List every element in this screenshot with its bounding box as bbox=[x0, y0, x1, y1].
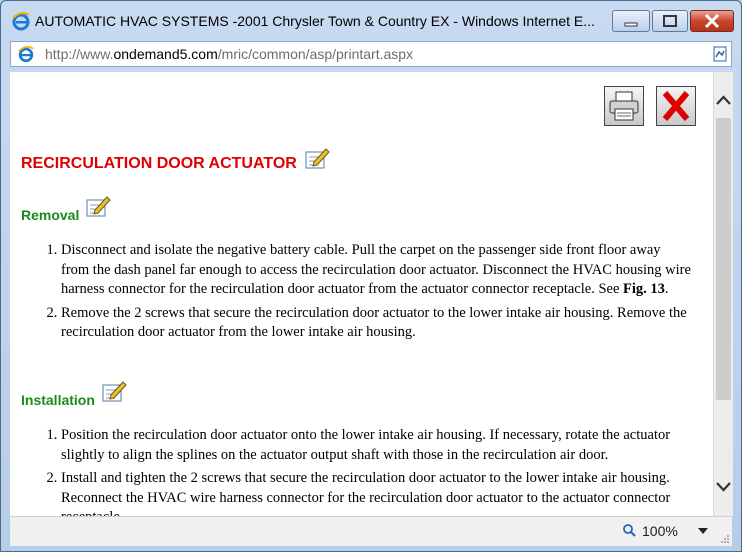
notepad-pencil-icon[interactable] bbox=[85, 194, 111, 218]
removal-steps bbox=[21, 241, 691, 347]
address-url[interactable] bbox=[45, 46, 413, 62]
url-prefix: http://www. bbox=[45, 46, 114, 62]
page-content bbox=[10, 72, 713, 516]
compatibility-view-icon[interactable] bbox=[713, 46, 727, 62]
step-text-tail: . bbox=[664, 281, 669, 297]
notepad-pencil-icon[interactable] bbox=[101, 379, 127, 403]
zoom-level[interactable]: 100% bbox=[642, 523, 678, 539]
address-bar[interactable] bbox=[10, 41, 732, 67]
url-host: ondemand5.com bbox=[113, 46, 218, 62]
printer-icon bbox=[605, 87, 643, 125]
scroll-up-arrow-icon[interactable] bbox=[714, 86, 733, 116]
scroll-down-arrow-icon[interactable] bbox=[714, 472, 733, 502]
status-bar bbox=[10, 516, 732, 546]
step-text: Disconnect and isolate the negative battery cable. Pull the carpet on the passenger side front floor away from the dash panel far enough to access the recirculation door actuator. Disconnect the HVAC housing wire harness connector for the recirculation door actuator from the actuator connector receptacle. See bbox=[61, 242, 691, 297]
list-item bbox=[61, 304, 691, 343]
vertical-scrollbar[interactable] bbox=[713, 72, 733, 516]
removal-heading: Removal bbox=[21, 207, 80, 223]
print-button[interactable] bbox=[604, 86, 644, 126]
red-x-icon bbox=[657, 87, 695, 125]
list-item bbox=[61, 426, 691, 465]
zoom-dropdown-chevron-down-icon[interactable] bbox=[698, 528, 708, 534]
step-text: Install and tighten the 2 screws that secure the recirculation door actuator to the lower intake air housing. Reconnect the HVAC wire harness connector for the recirculation door actuator to the actuator connector bbox=[61, 470, 671, 506]
minimize-icon bbox=[613, 11, 649, 31]
minimize-button[interactable] bbox=[612, 10, 650, 32]
maximize-button[interactable] bbox=[652, 10, 688, 32]
window-title: AUTOMATIC HVAC SYSTEMS -2001 Chrysler Town & Country EX - Windows Internet E... bbox=[35, 13, 595, 29]
magnifier-icon[interactable] bbox=[622, 523, 636, 537]
installation-heading: Installation bbox=[21, 392, 95, 408]
article-heading: RECIRCULATION DOOR ACTUATOR bbox=[21, 155, 297, 172]
step-text: Position the recirculation door actuator onto the lower intake air housing. If necessary, rotate the actuator slightly to align the splines on the actuator output shaft with those in the recirculation air door. bbox=[61, 427, 671, 463]
url-path: /mric/common/asp/printart.aspx bbox=[217, 46, 414, 62]
close-window-button[interactable] bbox=[690, 10, 734, 32]
list-item bbox=[61, 241, 691, 300]
resize-grip-icon[interactable] bbox=[720, 534, 730, 544]
ie-page-icon bbox=[17, 45, 35, 63]
close-document-button[interactable] bbox=[656, 86, 696, 126]
figure-reference[interactable]: Fig. 13 bbox=[623, 281, 665, 297]
ie-logo-icon bbox=[11, 11, 31, 31]
maximize-icon bbox=[653, 11, 687, 31]
scrollbar-thumb[interactable] bbox=[716, 118, 731, 400]
close-icon bbox=[691, 11, 733, 31]
notepad-pencil-icon[interactable] bbox=[304, 146, 330, 170]
step-text: Remove the 2 screws that secure the recirculation door actuator to the lower intake air housing. Remove the recirculation door actuator from the lower intake air housing. bbox=[61, 304, 687, 340]
title-bar[interactable] bbox=[1, 1, 741, 41]
